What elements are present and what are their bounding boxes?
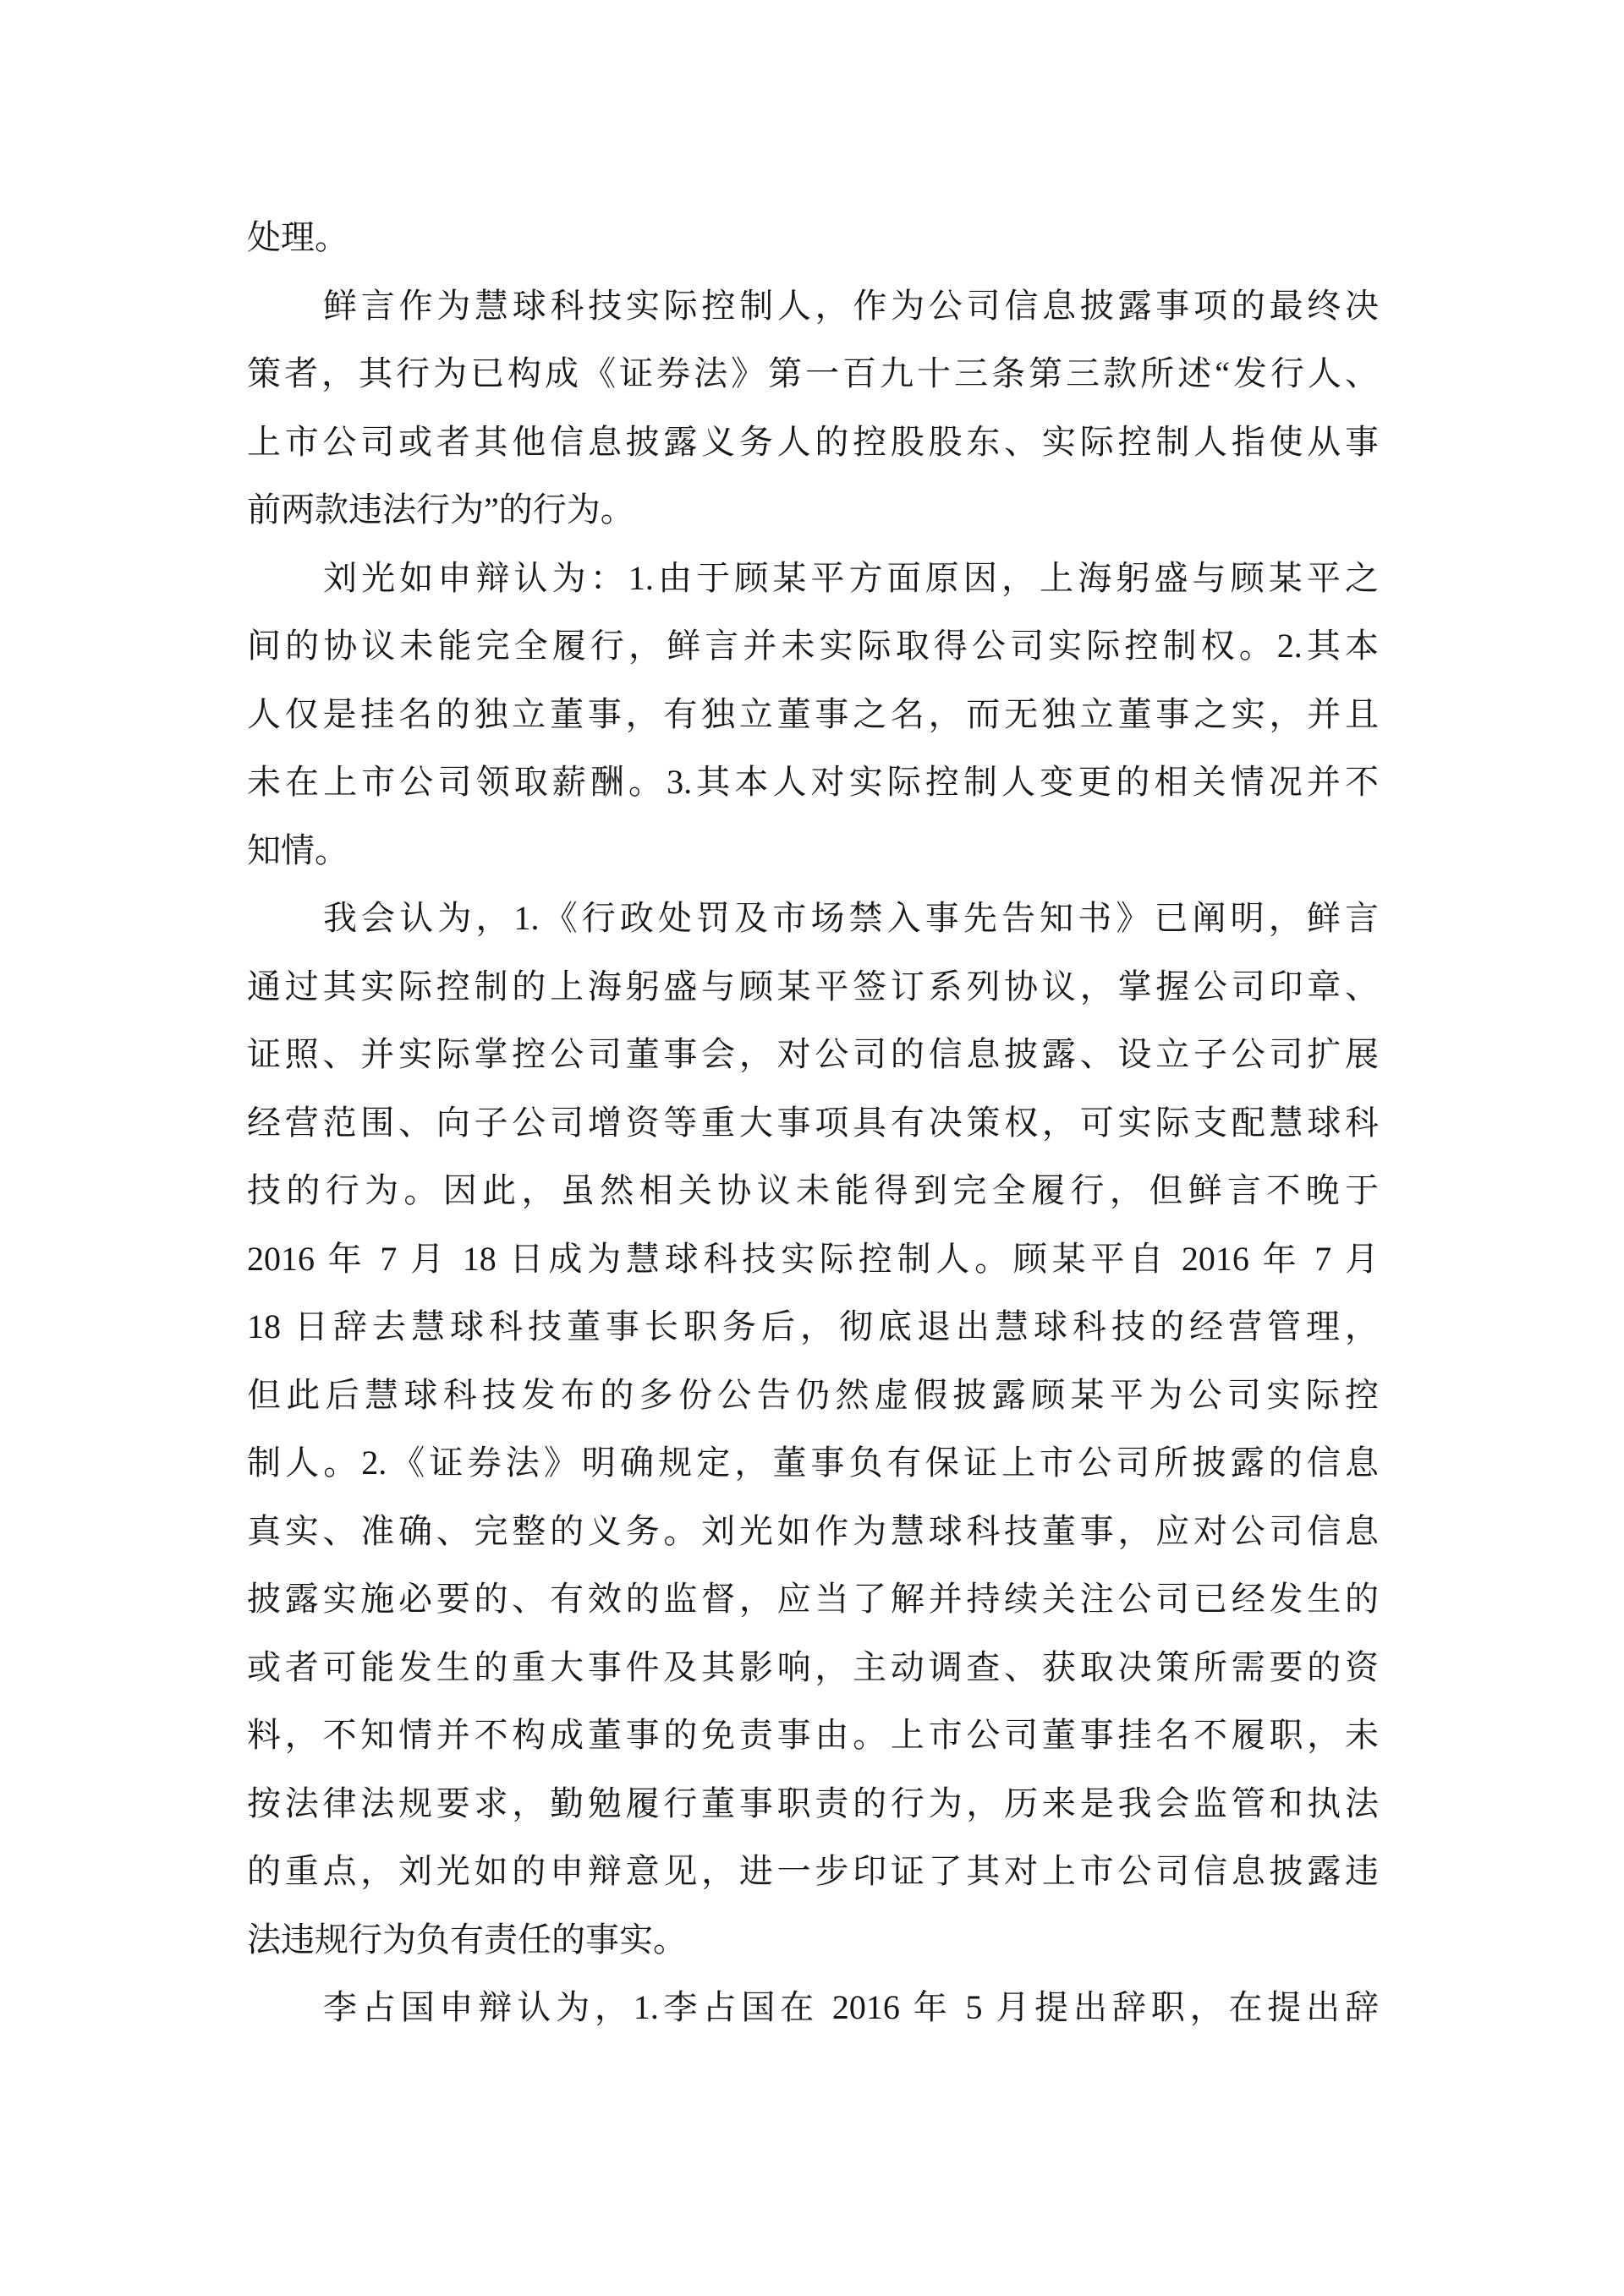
text-line: 策者，其行为已构成《证券法》第一百九十三条第三款所述“发行人、 [247, 354, 1379, 392]
text-line: 知情。 [247, 830, 348, 869]
text-line: 刘光如申辩认为：1.由于顾某平方面原因，上海躬盛与顾某平之 [323, 558, 1379, 597]
text-line: 上市公司或者其他信息披露义务人的控股股东、实际控制人指使从事 [247, 422, 1379, 461]
document-body [247, 204, 1379, 2042]
text-line: 但此后慧球科技发布的多份公告仍然虚假披露顾某平为公司实际控 [247, 1375, 1379, 1414]
text-line: 前两款违法行为”的行为。 [247, 490, 634, 529]
text-line: 我会认为，1.《行政处罚及市场禁入事先告知书》已阐明，鲜言 [323, 899, 1379, 937]
paragraph [247, 272, 1379, 545]
paragraph [247, 204, 1379, 272]
text-line: 真实、准确、完整的义务。刘光如作为慧球科技董事，应对公司信息 [247, 1511, 1379, 1550]
text-line: 处理。 [247, 218, 348, 256]
text-line: 法违规行为负有责任的事实。 [247, 1920, 687, 1959]
text-line: 技的行为。因此，虽然相关协议未能得到完全履行，但鲜言不晚于 [247, 1171, 1379, 1209]
text-line: 李占国申辩认为，1.李占国在 2016 年 5 月提出辞职，在提出辞 [323, 1988, 1379, 2026]
text-line: 按法律法规要求，勤勉履行董事职责的行为，历来是我会监管和执法 [247, 1784, 1379, 1822]
text-line: 证照、并实际掌控公司董事会，对公司的信息披露、设立子公司扩展 [247, 1035, 1379, 1073]
text-line: 的重点，刘光如的申辩意见，进一步印证了其对上市公司信息披露违 [247, 1852, 1379, 1890]
text-line: 制人。2.《证券法》明确规定，董事负有保证上市公司所披露的信息 [247, 1444, 1379, 1482]
text-line: 2016 年 7 月 18 日成为慧球科技实际控制人。顾某平自 2016 年 7 月 [247, 1239, 1379, 1278]
text-line: 通过其实际控制的上海躬盛与顾某平签订系列协议，掌握公司印章、 [247, 967, 1379, 1006]
text-line: 披露实施必要的、有效的监督，应当了解并持续关注公司已经发生的 [247, 1580, 1379, 1618]
text-line: 鲜言作为慧球科技实际控制人，作为公司信息披露事项的最终决 [323, 286, 1379, 325]
text-line: 间的协议未能完全履行，鲜言并未实际取得公司实际控制权。2.其本 [247, 627, 1379, 665]
text-line: 经营范围、向子公司增资等重大事项具有决策权，可实际支配慧球科 [247, 1103, 1379, 1142]
text-line: 人仅是挂名的独立董事，有独立董事之名，而无独立董事之实，并且 [247, 694, 1379, 733]
text-line: 料，不知情并不构成董事的免责事由。上市公司董事挂名不履职，未 [247, 1716, 1379, 1754]
paragraph [247, 885, 1379, 1974]
text-line: 18 日辞去慧球科技董事长职务后，彻底退出慧球科技的经营管理， [247, 1307, 1379, 1345]
text-line: 或者可能发生的重大事件及其影响，主动调查、获取决策所需要的资 [247, 1647, 1379, 1686]
text-line: 未在上市公司领取薪酬。3.其本人对实际控制人变更的相关情况并不 [247, 763, 1379, 801]
paragraph [247, 545, 1379, 885]
paragraph [247, 1974, 1379, 2042]
